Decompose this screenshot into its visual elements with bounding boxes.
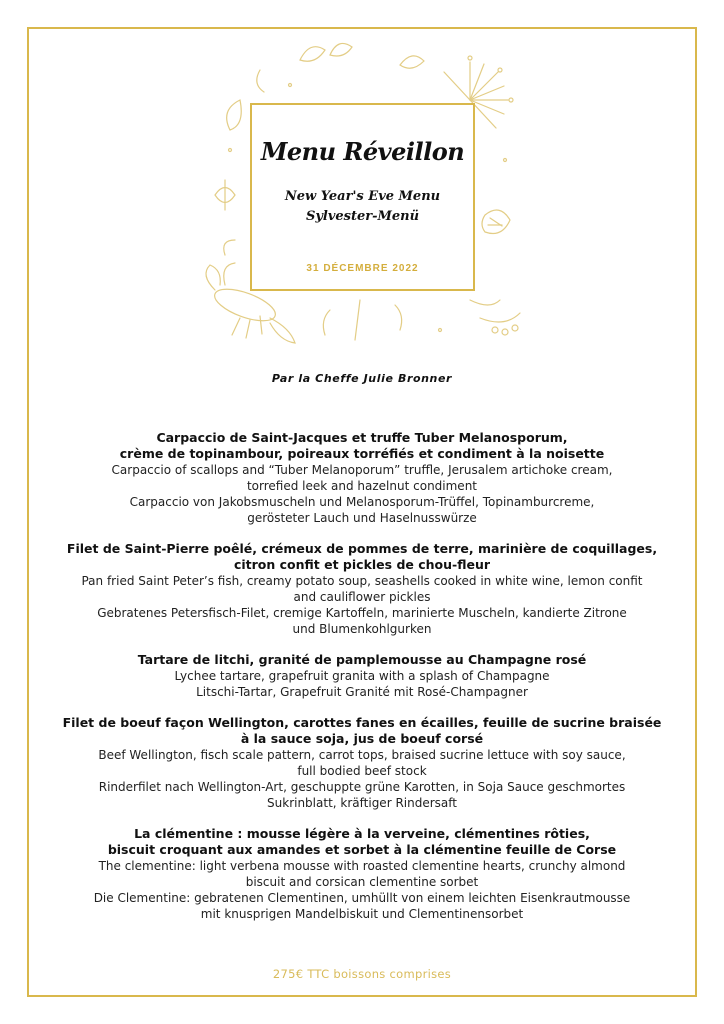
title-card	[250, 103, 475, 291]
chef-credit: Par la Cheffe Julie Bronner	[271, 372, 453, 385]
dish-line: Die Clementine: gebratenen Clementinen, umhüllt von einem leichten Eisenkrautmousse	[93, 891, 631, 905]
dish-line: crème de topinambour, poireaux torréfiés et condiment à la noisette	[119, 446, 605, 461]
dish-line: Filet de boeuf façon Wellington, carottes fanes en écailles, feuille de sucrine braisée	[62, 715, 662, 730]
dish-french	[40, 715, 684, 747]
dish-line: à la sauce soja, jus de boeuf corsé	[240, 731, 484, 746]
dish-line: Tartare de litchi, granité de pamplemousse au Champagne rosé	[137, 652, 587, 667]
dish-line: Carpaccio de Saint-Jacques et truffe Tuber Melanosporum,	[156, 430, 568, 445]
dish-english	[40, 462, 684, 494]
dish-line: The clementine: light verbena mousse with roasted clementine hearts, crunchy almond	[98, 859, 626, 873]
dish-line: Carpaccio of scallops and “Tuber Melanoporum” truffle, Jerusalem artichoke cream,	[111, 463, 613, 477]
dish-german	[40, 890, 684, 922]
dish-english	[40, 858, 684, 890]
dish-french	[40, 430, 684, 462]
dish-line: Beef Wellington, fisch scale pattern, carrot tops, braised sucrine lettuce with soy sauce,	[98, 748, 626, 762]
dish-line: Carpaccio von Jakobsmuscheln und Melanosporum-Trüffel, Topinamburcreme,	[129, 495, 595, 509]
subtitle-german: Sylvester-Menü	[305, 209, 420, 224]
dish-english	[40, 668, 684, 684]
dish-line: full bodied beef stock	[297, 764, 427, 778]
event-date: 31 DÉCEMBRE 2022	[306, 263, 419, 274]
dish-french	[40, 652, 684, 668]
dish-german	[40, 605, 684, 637]
dish-line: and cauliflower pickles	[293, 590, 431, 604]
dish-line: Filet de Saint-Pierre poêlé, crémeux de pommes de terre, marinière de coquillages,	[66, 541, 658, 556]
dish-line: Gebratenes Petersfisch-Filet, cremige Kartoffeln, marinierte Muscheln, kandierte Zitrone	[97, 606, 627, 620]
dish-english	[40, 573, 684, 605]
dish-line: mit knusprigen Mandelbiskuit und Clementinensorbet	[200, 907, 524, 921]
dish-line: torrefied leek and hazelnut condiment	[246, 479, 478, 493]
dish-1	[40, 430, 684, 526]
dish-english	[40, 747, 684, 779]
dish-line: Sukrinblatt, kräftiger Rindersaft	[267, 796, 457, 810]
dish-line: Pan fried Saint Peter’s fish, creamy potato soup, seashells cooked in white wine, lemon confit	[81, 574, 643, 588]
price-note: 275€ TTC boissons comprises	[272, 967, 452, 981]
page-title: Menu Réveillon	[260, 137, 465, 166]
dish-line: gerösteter Lauch und Haselnusswürze	[247, 511, 477, 525]
dish-3	[40, 652, 684, 700]
dish-french	[40, 826, 684, 858]
dish-line: biscuit and corsican clementine sorbet	[245, 875, 479, 889]
subtitle-english: New Year's Eve Menu	[284, 189, 441, 204]
dish-line: biscuit croquant aux amandes et sorbet à la clémentine feuille de Corse	[107, 842, 617, 857]
dish-2	[40, 541, 684, 637]
dish-line: Rinderfilet nach Wellington-Art, geschuppte grüne Karotten, in Soja Sauce geschmortes	[98, 780, 626, 794]
dish-line: citron confit et pickles de chou-fleur	[233, 557, 491, 572]
menu-list	[40, 430, 684, 937]
dish-german	[40, 494, 684, 526]
dish-line: Litschi-Tartar, Grapefruit Granité mit Rosé-Champagner	[196, 685, 528, 699]
dish-french	[40, 541, 684, 573]
dish-line: und Blumenkohlgurken	[292, 622, 432, 636]
dish-line: Lychee tartare, grapefruit granita with a splash of Champagne	[174, 669, 550, 683]
dish-german	[40, 779, 684, 811]
dish-german	[40, 684, 684, 700]
dish-4	[40, 715, 684, 811]
dish-5	[40, 826, 684, 922]
dish-line: La clémentine : mousse légère à la verveine, clémentines rôties,	[134, 826, 590, 841]
